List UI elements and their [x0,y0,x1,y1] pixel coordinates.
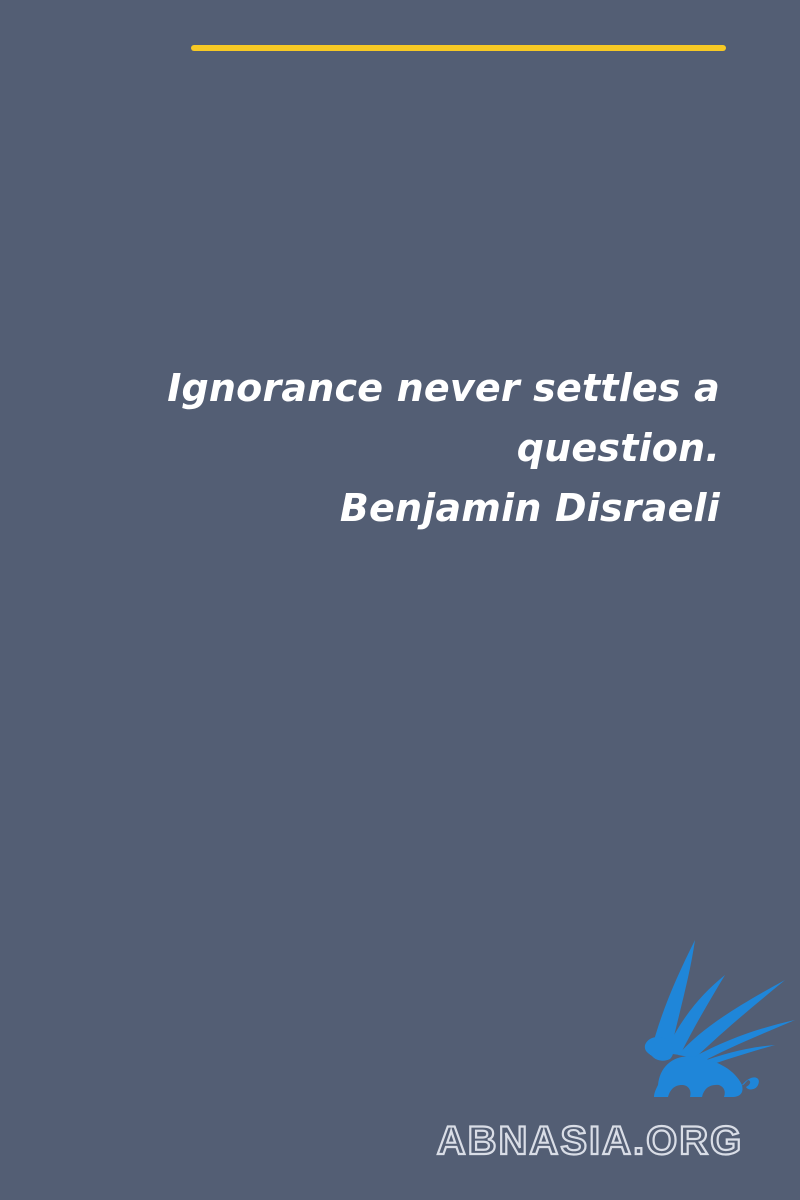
logo-text [410,1116,770,1164]
quote-author: Benjamin Disraeli [339,486,720,530]
quote-block [140,358,720,538]
accent-line [191,45,726,51]
quote-line-1: Ignorance never settles a [167,366,720,410]
logo-text-label: ABNASIA.ORG [436,1119,744,1163]
griffin-logo-icon [640,935,800,1100]
quote-line-2: question. [516,426,720,470]
